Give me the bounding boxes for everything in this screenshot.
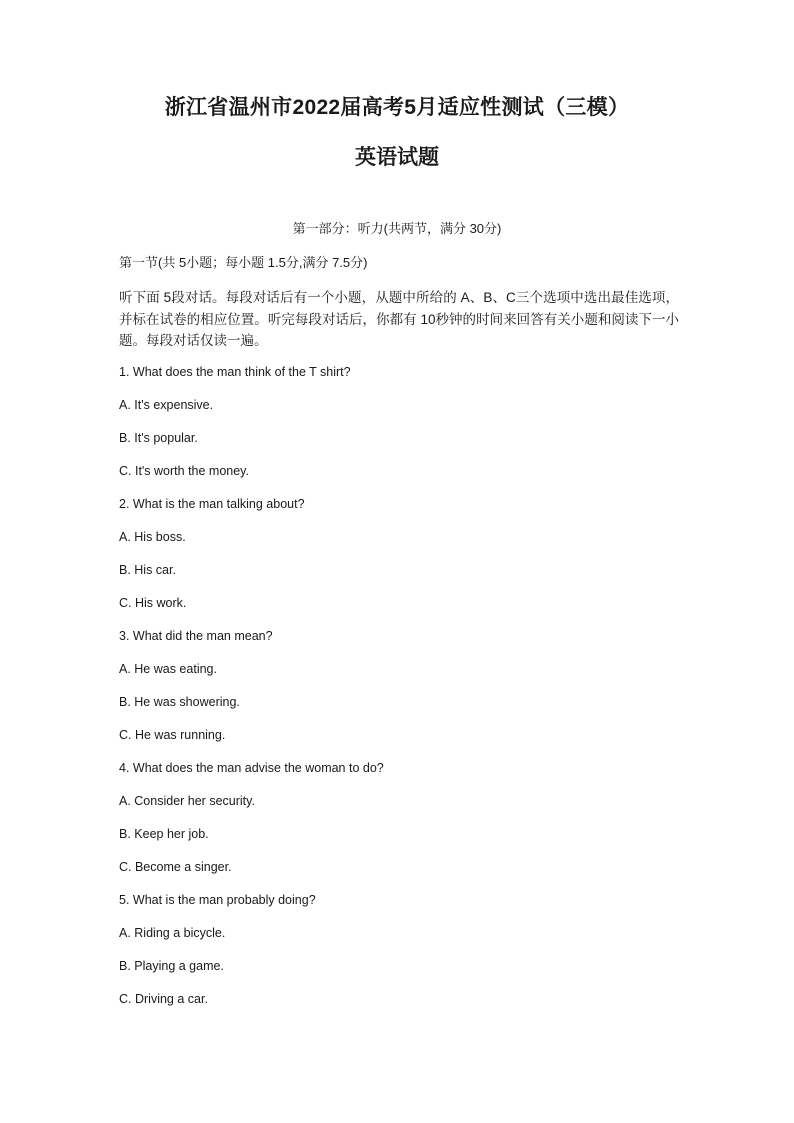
answer-option: A. Riding a bicycle. xyxy=(119,926,226,940)
answer-option: B. Playing a game. xyxy=(119,959,224,973)
part-one-heading: 第一部分：听力(共两节，满分 30分) xyxy=(292,221,502,236)
answer-option: B. It's popular. xyxy=(119,431,198,445)
listening-instructions: 听下面 5段对话。每段对话后有一个小题，从题中所给的 A、B、C三个选项中选出最佳选项，并标在试卷的相应位置。听完每段对话后，你都有 10秒钟的时间来回答有关小题和阅读下一小题。每段对话仅读一遍。 xyxy=(119,290,679,348)
answer-option: B. His car. xyxy=(119,563,176,577)
section-one-heading: 第一节(共 5小题；每小题 1.5分,满分 7.5分) xyxy=(119,255,368,270)
question-text: 1. What does the man think of the T shirt? xyxy=(119,365,351,379)
answer-option: C. Driving a car. xyxy=(119,992,208,1006)
answer-option: A. His boss. xyxy=(119,530,186,544)
answer-option: B. He was showering. xyxy=(119,695,240,709)
answer-option: C. He was running. xyxy=(119,728,226,742)
question-text: 4. What does the man advise the woman to do? xyxy=(119,761,384,775)
answer-option: C. Become a singer. xyxy=(119,860,232,874)
answer-option: A. It's expensive. xyxy=(119,398,214,412)
question-text: 5. What is the man probably doing? xyxy=(119,893,316,907)
document-subject: 英语试题 xyxy=(355,146,439,169)
answer-option: C. It's worth the money. xyxy=(119,464,249,478)
document-title: 浙江省温州市2022届高考5月适应性测试（三模） xyxy=(164,96,630,119)
question-text: 2. What is the man talking about? xyxy=(119,497,305,511)
question-text: 3. What did the man mean? xyxy=(119,629,273,643)
answer-option: B. Keep her job. xyxy=(119,827,209,841)
question-list xyxy=(119,363,679,1023)
answer-option: A. He was eating. xyxy=(119,662,217,676)
answer-option: C. His work. xyxy=(119,596,187,610)
answer-option: A. Consider her security. xyxy=(119,794,255,808)
